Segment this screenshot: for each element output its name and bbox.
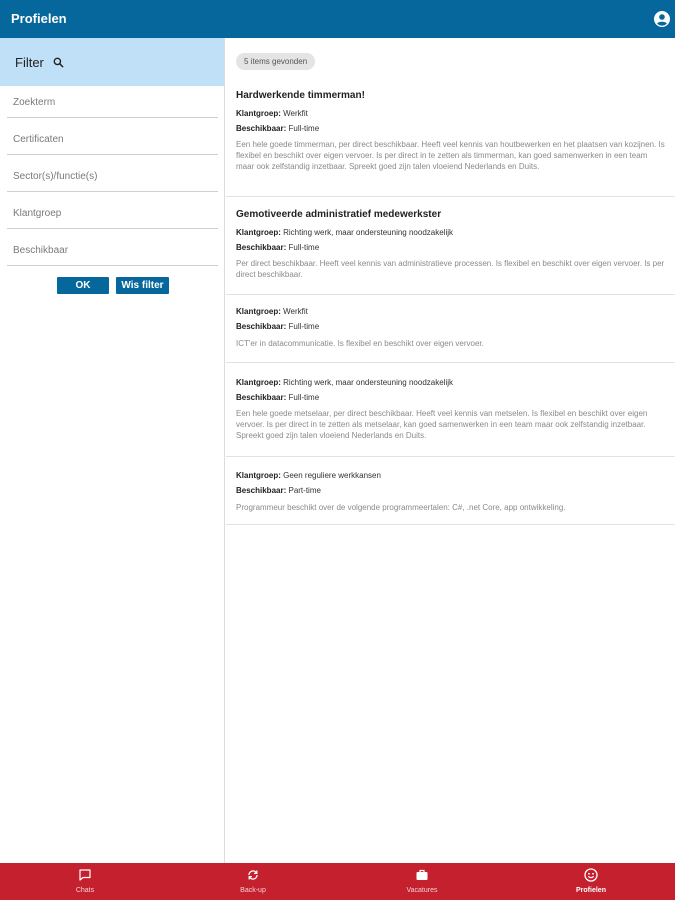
availability-input[interactable]: Beschikbaar: [7, 236, 218, 266]
nav-item-chats[interactable]: [35, 863, 135, 900]
nav-label: Vacatures: [406, 887, 438, 894]
profile-card[interactable]: [226, 363, 675, 457]
availability-line: Beschikbaar: Full-time: [236, 243, 320, 252]
profile-card[interactable]: [226, 457, 675, 525]
profile-list: [226, 38, 675, 863]
filter-label: Filter: [15, 55, 44, 70]
profile-title: Gemotiveerde administratief medewerkster: [236, 209, 442, 220]
app-header: [0, 0, 675, 38]
user-account-icon[interactable]: [654, 11, 670, 27]
profile-description: Per direct beschikbaar. Heeft veel kennis van administratieve processen. Is flexibel en beschikt over eigen vervoer. Is per direct beschikbaar.: [236, 259, 665, 279]
profile-description: Een hele goede timmerman, per direct beschikbaar. Heeft veel kennis van houtbewerken en het plaatsen van kozijnen. Is flexibel en beschikt over eigen vervoer. Is per direct in te zetten als timmerman, kan goed samenwerken in een team maar ook zelfstandig inzetbaar. Spreekt goed zijn talen vloeiend Nederlands en Duits.: [236, 140, 665, 171]
availability-line: Beschikbaar: Full-time: [236, 322, 320, 331]
nav-label: Back-up: [240, 887, 266, 894]
profile-card[interactable]: [226, 197, 675, 295]
profile-description: Programmeur beschikt over de volgende programmeertalen: C#, .net Core, app ontwikkeling.: [236, 503, 566, 512]
profile-description: Een hele goede metselaar, per direct beschikbaar. Heeft veel kennis van metselen. Is flexibel en beschikt over eigen vervoer. Is per direct in te zetten als metselaar, kan goed samenwerken in een team maar ook zelfstandig inzetbaar. Spreekt goed zijn talen vloeiend Nederlands en Duits.: [236, 409, 648, 440]
search-term-input[interactable]: Zoekterm: [7, 88, 218, 118]
chat-icon: [78, 868, 92, 882]
sector-function-input[interactable]: Sector(s)/functie(s): [7, 162, 218, 192]
profile-description: ICT'er in datacommunicatie. Is flexibel en beschikt over eigen vervoer.: [236, 339, 484, 348]
nav-label: Profielen: [576, 887, 606, 894]
filter-sidebar: [0, 38, 225, 863]
profile-card[interactable]: [226, 82, 675, 197]
nav-item-backup[interactable]: [203, 863, 303, 900]
client-group-line: Klantgroep: Richting werk, maar ondersteuning noodzakelijk: [236, 378, 453, 387]
clear-filter-button[interactable]: Wis filter: [116, 277, 169, 294]
bottom-navigation: [0, 863, 675, 900]
nav-label: Chats: [75, 887, 95, 894]
smiley-icon: [584, 868, 598, 882]
profile-card[interactable]: [226, 295, 675, 363]
certificates-input[interactable]: Certificaten: [7, 125, 218, 155]
nav-item-profielen[interactable]: [541, 863, 641, 900]
availability-line: Beschikbaar: Part-time: [236, 486, 321, 495]
availability-line: Beschikbaar: Full-time: [236, 124, 320, 133]
client-group-line: Klantgroep: Richting werk, maar ondersteuning noodzakelijk: [236, 228, 453, 237]
client-group-line: Klantgroep: Werkfit: [236, 307, 308, 316]
search-icon: [53, 57, 64, 68]
filter-header[interactable]: [0, 38, 224, 86]
client-group-line: Klantgroep: Geen reguliere werkkansen: [236, 471, 381, 480]
ok-button[interactable]: OK: [57, 277, 109, 294]
availability-line: Beschikbaar: Full-time: [236, 393, 320, 402]
page-title: Profielen: [11, 11, 67, 26]
sync-icon: [246, 868, 260, 882]
profile-title: Hardwerkende timmerman!: [236, 90, 365, 101]
client-group-line: Klantgroep: Werkfit: [236, 109, 308, 118]
result-count-badge: 5 items gevonden: [236, 53, 315, 70]
briefcase-icon: [415, 868, 429, 882]
nav-item-vacatures[interactable]: [372, 863, 472, 900]
client-group-input[interactable]: Klantgroep: [7, 199, 218, 229]
